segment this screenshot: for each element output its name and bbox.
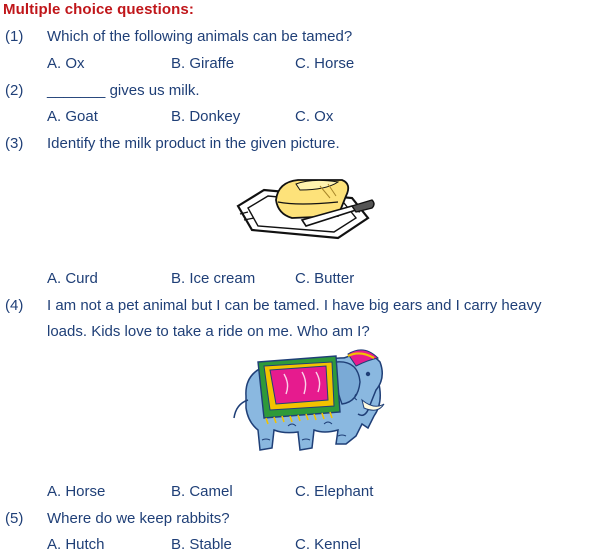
question-3-text: Identify the milk product in the given picture. [47, 135, 340, 152]
question-5-number: (5) [5, 510, 24, 527]
question-2-option-a[interactable]: A. Goat [47, 108, 98, 125]
question-1-option-c[interactable]: C. Horse [295, 55, 355, 72]
question-3-option-c[interactable]: C. Butter [295, 270, 355, 287]
question-1-text: Which of the following animals can be tamed? [47, 28, 353, 45]
question-3-option-a[interactable]: A. Curd [47, 270, 98, 287]
butter-on-plate-image [234, 172, 376, 246]
question-4-number: (4) [5, 297, 24, 314]
question-5-option-a[interactable]: A. Hutch [47, 536, 105, 553]
question-1-option-b[interactable]: B. Giraffe [171, 55, 235, 72]
question-4-option-b[interactable]: B. Camel [171, 483, 233, 500]
question-2-option-c[interactable]: C. Ox [295, 108, 334, 125]
question-4-text-line-1: I am not a pet animal but I can be tamed. I have big ears and I carry heavy [47, 297, 542, 314]
question-5-option-b[interactable]: B. Stable [171, 536, 232, 553]
question-2-text: _______ gives us milk. [47, 82, 200, 99]
question-1-option-a[interactable]: A. Ox [47, 55, 85, 72]
question-2-number: (2) [5, 82, 24, 99]
question-4-option-a[interactable]: A. Horse [47, 483, 106, 500]
question-1-number: (1) [5, 28, 24, 45]
section-heading: Multiple choice questions: [3, 1, 194, 18]
decorated-elephant-image [228, 344, 386, 456]
question-3-number: (3) [5, 135, 24, 152]
question-2-option-b[interactable]: B. Donkey [171, 108, 241, 125]
question-4-option-c[interactable]: C. Elephant [295, 483, 374, 500]
question-3-option-b[interactable]: B. Ice cream [171, 270, 256, 287]
question-4-text-line-2: loads. Kids love to take a ride on me. Who am I? [47, 323, 370, 340]
question-5-text: Where do we keep rabbits? [47, 510, 230, 527]
question-5-option-c[interactable]: C. Kennel [295, 536, 361, 553]
